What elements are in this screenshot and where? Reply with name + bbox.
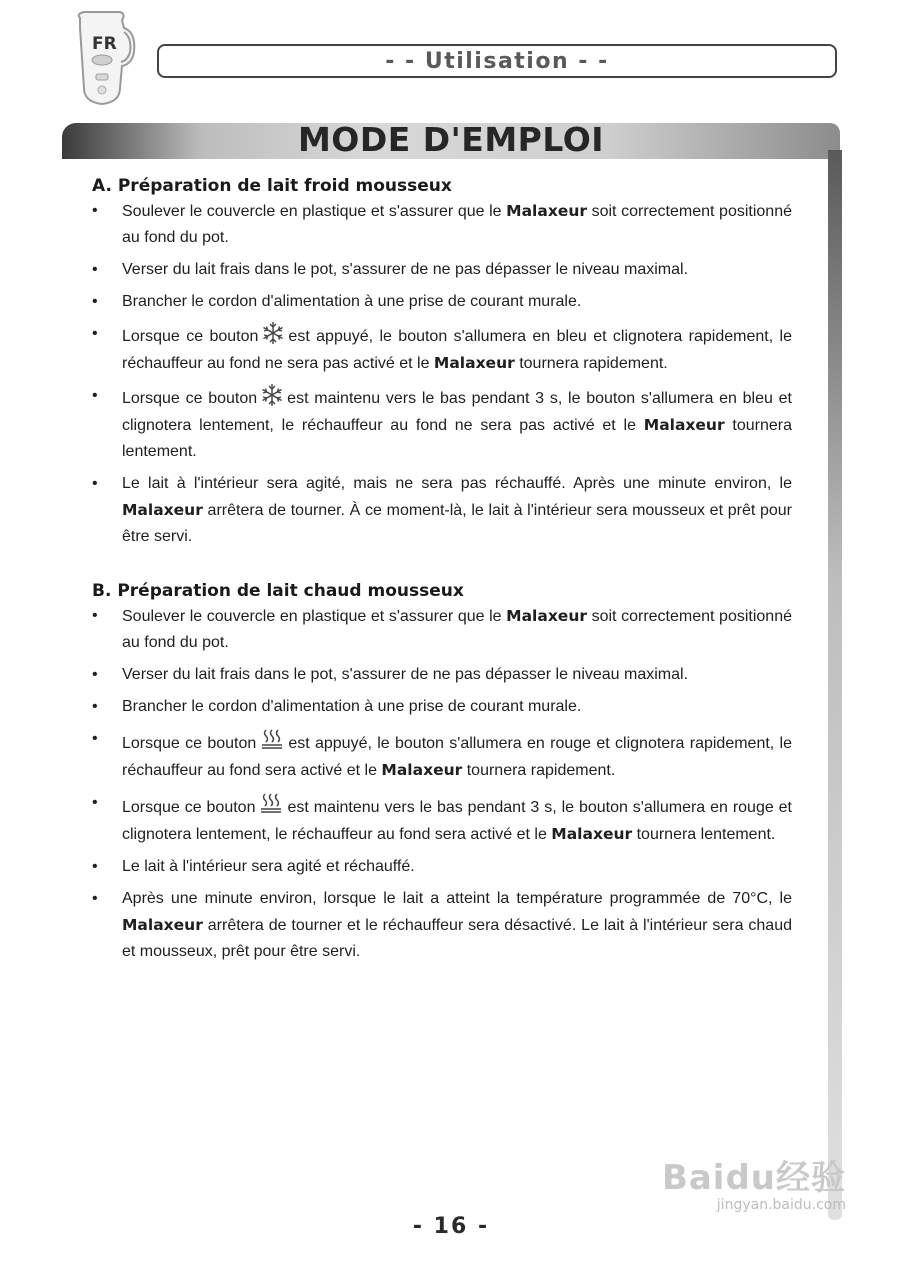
item-text: arrêtera de tourner et le réchauffeur sera désactivé. Le lait à l'intérieur sera chaud et mousseux, prêt pour être servi. [122,917,792,960]
malaxeur-term: Malaxeur [506,607,588,625]
list-item [92,726,792,784]
heat-icon [258,790,284,816]
item-text: soit correctement positionné au fond du pot. [122,608,793,651]
section-label: - - Utilisation - - [385,48,609,74]
item-text: Soulever le couvercle en plastique et s'assurer que le [122,203,507,220]
item-text: Le lait à l'intérieur sera agité et réchauffé. [122,858,415,875]
section-b-title: B. Préparation de lait chaud mousseux [92,581,464,601]
item-text: est maintenu vers le bas pendant 3 s, le bouton s'allumera en rouge et clignotera lentement, le réchauffeur au fond sera activé et le [122,799,793,843]
malaxeur-term: Malaxeur [551,825,633,843]
item-text: Le lait à l'intérieur sera agité, mais ne sera pas réchauffé. Après une minute environ, le [122,475,792,492]
section-b [92,581,792,971]
malaxeur-term: Malaxeur [643,416,725,434]
item-text: Lorsque ce bouton [122,328,259,345]
item-text: tournera lentement. [122,417,792,460]
item-text: est maintenu vers le bas pendant 3 s, le bouton s'allumera en bleu et clignotera lentement, le réchauffeur au fond ne sera pas activé et le [122,390,792,434]
item-text: Verser du lait frais dans le pot, s'assurer de ne pas dépasser le niveau maximal. [122,261,689,278]
malaxeur-term: Malaxeur [122,916,203,934]
section-a-title: A. Préparation de lait froid mousseux [92,176,452,196]
list-item [92,471,792,550]
item-text: est appuyé, le bouton s'allumera en rouge et clignotera rapidement, le réchauffeur au fond sera activé et le [122,735,793,779]
item-text: Lorsque ce bouton [122,799,256,816]
item-text: Lorsque ce bouton [122,735,257,752]
list-item [92,383,792,465]
malaxeur-term: Malaxeur [381,761,463,779]
watermark [662,1150,846,1213]
snowflake-icon [261,321,285,345]
item-text: tournera lentement. [632,826,776,843]
list-item [92,790,792,848]
item-text: est appuyé, le bouton s'allumera en bleu et clignotera rapidement, le réchauffeur au fond ne sera pas activé et le [122,328,793,372]
list-item [92,854,792,880]
list-item [92,289,792,315]
item-text: arrêtera de tourner. À ce moment-là, le lait à l'intérieur sera mousseux et prêt pour être servi. [122,502,792,545]
jug-icon [66,8,138,108]
item-text: Verser du lait frais dans le pot, s'assurer de ne pas dépasser le niveau maximal. [122,666,689,683]
heat-icon [259,726,285,752]
list-item [92,321,792,377]
watermark-logo: Baidu经验 [661,1158,846,1198]
snowflake-icon [260,383,284,407]
malaxeur-term: Malaxeur [122,501,203,519]
item-text: tournera rapidement. [514,355,668,372]
section-a-list [92,198,792,550]
side-decoration-bar [828,150,842,1220]
item-text: Brancher le cordon d'alimentation à une prise de courant murale. [122,293,582,310]
item-text: Brancher le cordon d'alimentation à une prise de courant murale. [122,698,582,715]
item-text: Lorsque ce bouton [122,390,258,407]
malaxeur-term: Malaxeur [506,202,588,220]
malaxeur-term: Malaxeur [433,354,515,372]
section-header-box [157,44,837,78]
list-item [92,198,792,251]
list-item [92,257,792,283]
watermark-url: jingyan.baidu.com [716,1197,846,1213]
section-b-list [92,603,792,965]
list-item [92,886,792,965]
item-text: soit correctement positionné au fond du pot. [122,203,793,246]
page-number: - 16 - [412,1214,490,1239]
language-badge: FR [92,34,117,54]
section-a [92,176,792,556]
list-item [92,662,792,688]
item-text: Après une minute environ, lorsque le lait a atteint la température programmée de 70°C, le [122,890,792,907]
item-text: Soulever le couvercle en plastique et s'assurer que le [122,608,507,625]
item-text: tournera rapidement. [462,762,616,779]
list-item [92,694,792,720]
list-item [92,603,792,656]
page-title: MODE D'EMPLOI [297,120,605,159]
